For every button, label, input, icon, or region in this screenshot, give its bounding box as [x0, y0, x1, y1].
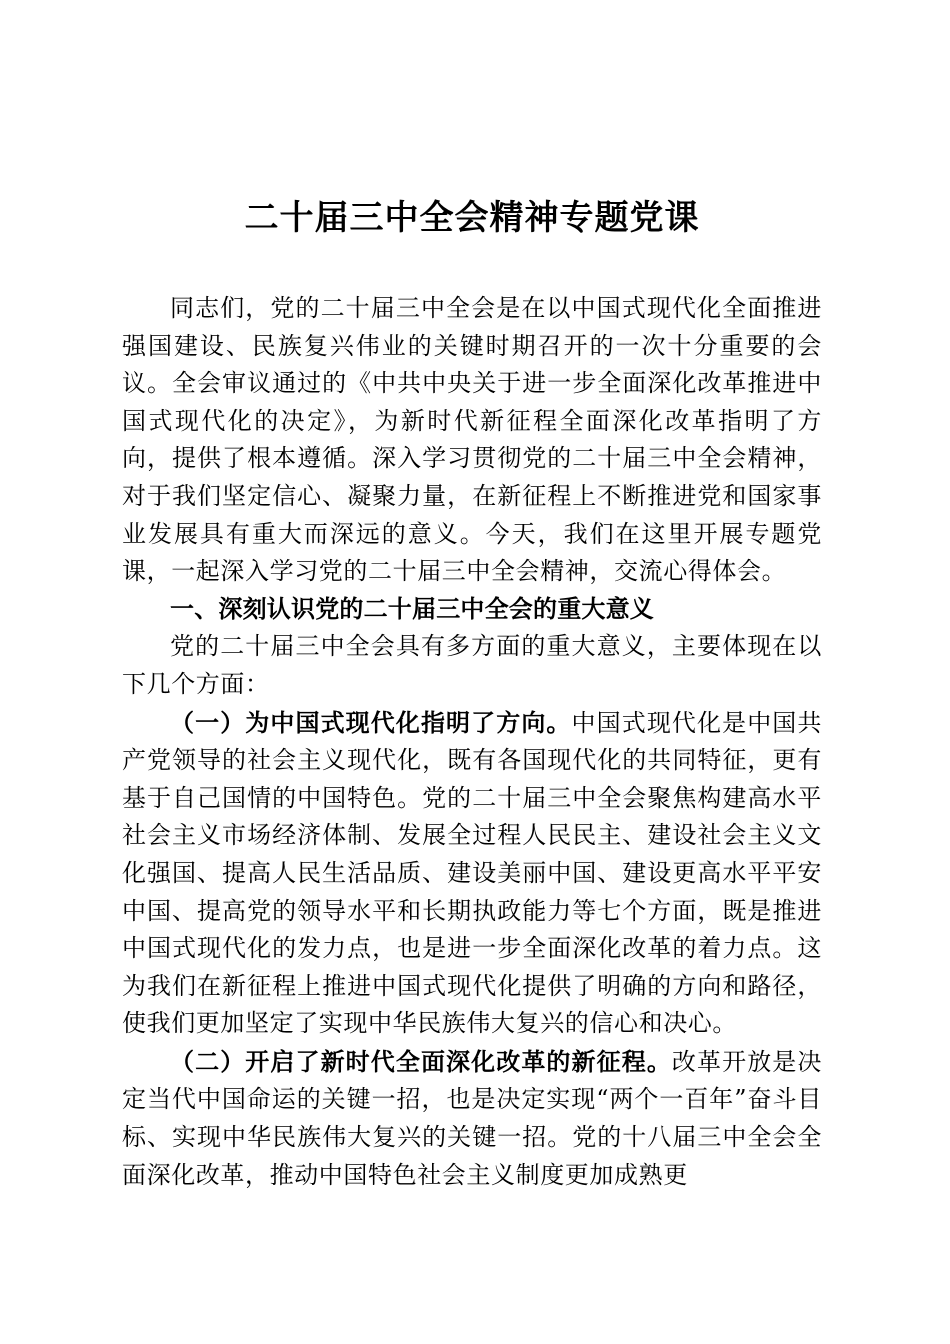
point-paragraph-1 — [122, 704, 822, 1043]
section-heading: 一、深刻认识党的二十届三中全会的重大意义 — [170, 594, 654, 623]
document-page — [122, 0, 822, 1344]
point-paragraph-2 — [122, 1043, 822, 1194]
point-title-2: （二）开启了新时代全面深化改革的新征程。 — [170, 1046, 672, 1076]
point-text-1: 中国式现代化是中国共产党领导的社会主义现代化，既有各国现代化的共同特征，更有基于自己国情的中国特色。党的二十届三中全会聚焦构建高水平社会主义市场经济体制、发展全过程人民民主、建设社会主义文化强国、提高人民生活品质、建设美丽中国、建设更高水平平安中国、提高党的领导水平和长期执政能力等七个方面，既是推进中国式现代化的发力点，也是进一步全面深化改革的着力点。这为我们在新征程上推进中国式现代化提供了明确的方向和路径，使我们更加坚定了实现中华民族伟大复兴的信心和决心。 — [122, 708, 822, 1038]
document-body — [122, 290, 822, 1194]
document-title: 二十届三中全会精神专题党课 — [244, 198, 700, 238]
intro-paragraph: 同志们，党的二十届三中全会是在以中国式现代化全面推进强国建设、民族复兴伟业的关键时期召开的一次十分重要的会议。全会审议通过的《中共中央关于进一步全面深化改革推进中国式现代化的决定》，为新时代新征程全面深化改革指明了方向，提供了根本遵循。深入学习贯彻党的二十届三中全会精神，对于我们坚定信心、凝聚力量，在新征程上不断推进党和国家事业发展具有重大而深远的意义。今天，我们在这里开展专题党课，一起深入学习党的二十届三中全会精神，交流心得体会。 — [122, 294, 822, 586]
point-title-1: （一）为中国式现代化指明了方向。 — [170, 707, 572, 737]
point-text-2: 改革开放是决定当代中国命运的关键一招，也是决定实现“两个一百年”奋斗目标、实现中华民族伟大复兴的关键一招。党的十八届三中全会全面深化改革，推动中国特色社会主义制度更加成熟更 — [122, 1047, 822, 1189]
section-lead-paragraph: 党的二十届三中全会具有多方面的重大意义，主要体现在以下几个方面： — [122, 632, 822, 698]
